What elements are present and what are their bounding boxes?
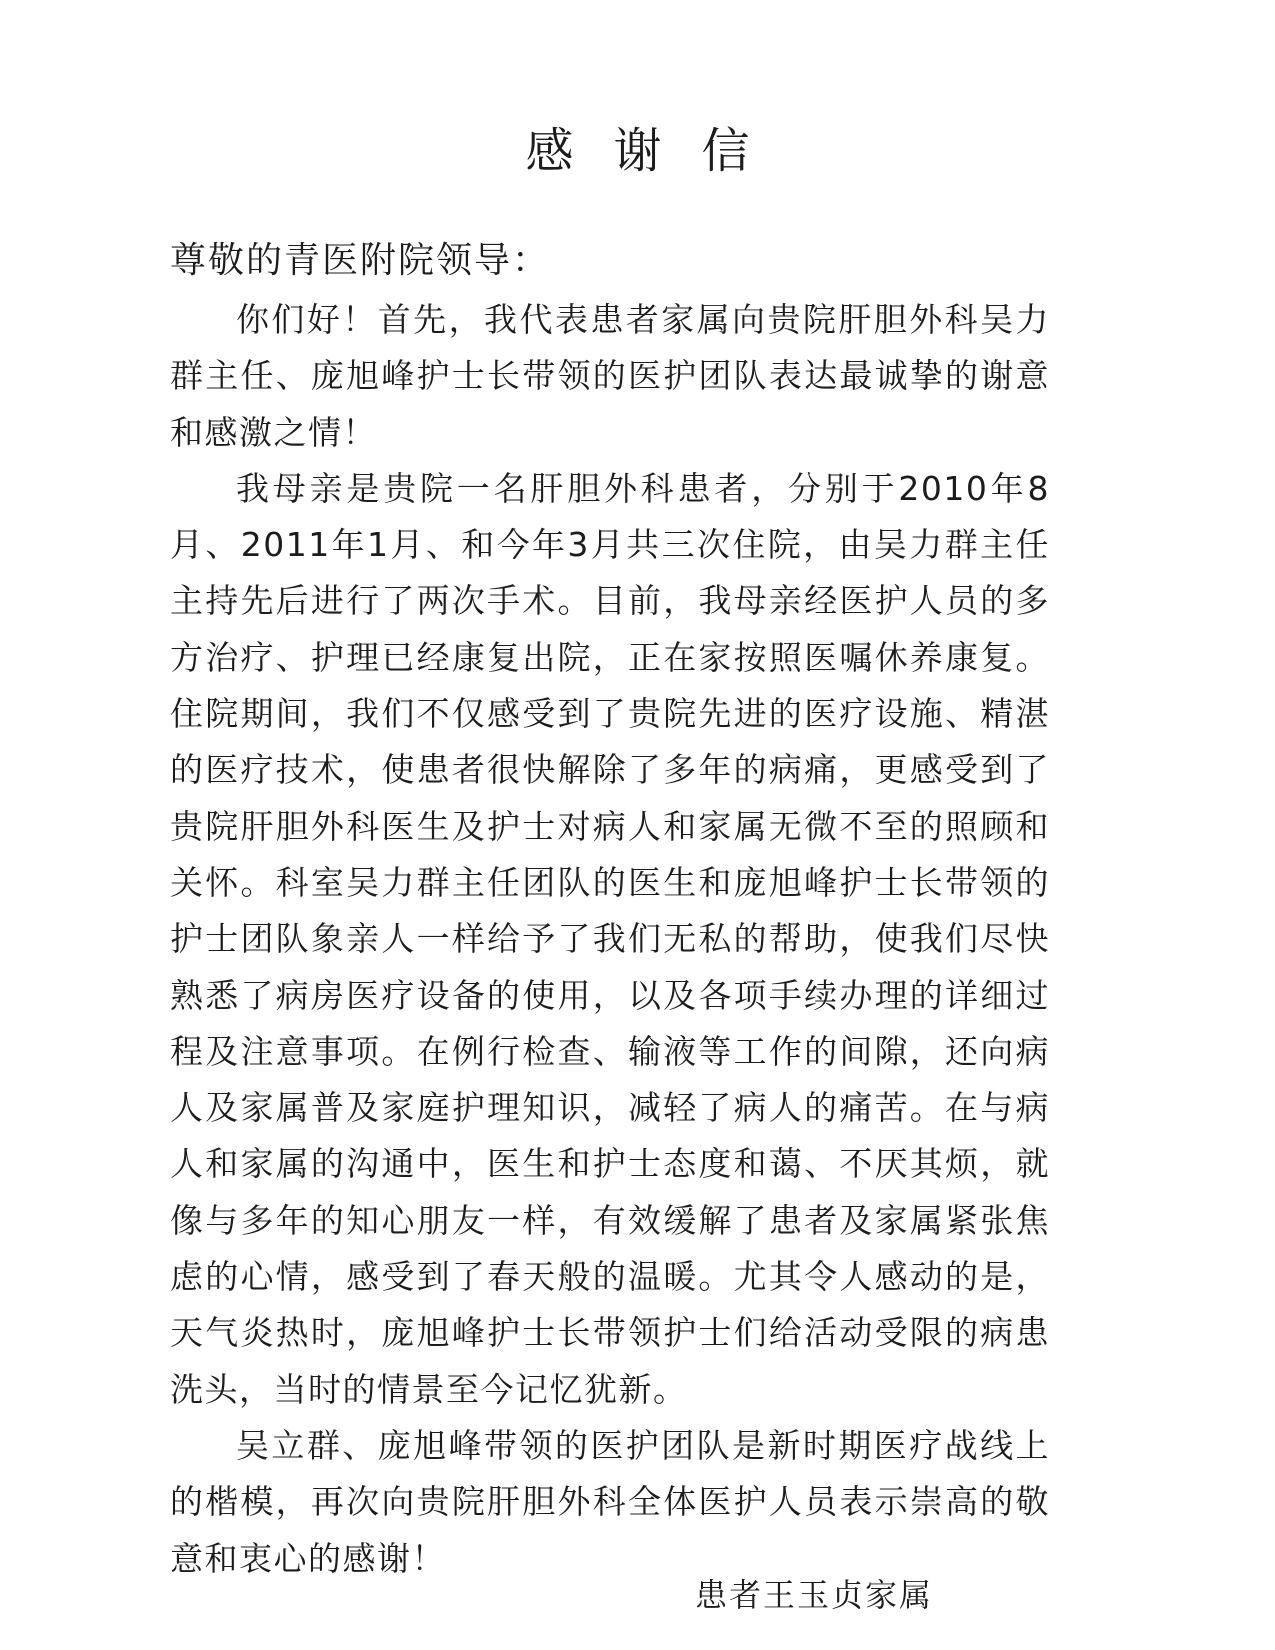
- letter-title: 感谢信: [525, 123, 790, 179]
- letter-paragraph-greeting: 你们好！首先，我代表患者家属向贵院肝胆外科吴力群主任、庞旭峰护士长带领的医护团队表达最诚挚的谢意和感激之情！: [170, 300, 1050, 452]
- letter-signature: 患者王玉贞家属: [695, 1576, 934, 1614]
- letter-paragraph-closing: 吴立群、庞旭峰带领的医护团队是新时期医疗战线上的楷模，再次向贵院肝胆外科全体医护人员表示崇高的敬意和衷心的感谢！: [170, 1425, 1050, 1578]
- letter-body: [170, 292, 1050, 1587]
- letter-paragraph-main: 我母亲是贵院一名肝胆外科患者，分别于2010年8月、2011年1月、和今年3月共三次住院，由吴力群主任主持先后进行了两次手术。目前，我母亲经医护人员的多方治疗、护理已经康复出院，正在家按照医嘱休养康复。住院期间，我们不仅感受到了贵院先进的医疗设施、精湛的医疗技术，使患者很快解除了多年的病痛，更感受到了贵院肝胆外科医生及护士对病人和家属无微不至的照顾和关怀。科室吴力群主任团队的医生和庞旭峰护士长带领的护士团队象亲人一样给予了我们无私的帮助，使我们尽快熟悉了病房医疗设备的使用，以及各项手续办理的详细过程及注意事项。在例行检查、输液等工作的间隙，还向病人及家属普及家庭护理知识，减轻了病人的痛苦。在与病人和家属的沟通中，医生和护士态度和蔼、不厌其烦，就像与多年的知心朋友一样，有效缓解了患者及家属紧张焦虑的心情，感受到了春天般的温暖。尤其令人感动的是，天气炎热时，庞旭峰护士长带领护士们给活动受限的病患洗头，当时的情景至今记忆犹新。: [170, 468, 1050, 1409]
- letter-salutation: 尊敬的青医附院领导：: [170, 240, 551, 281]
